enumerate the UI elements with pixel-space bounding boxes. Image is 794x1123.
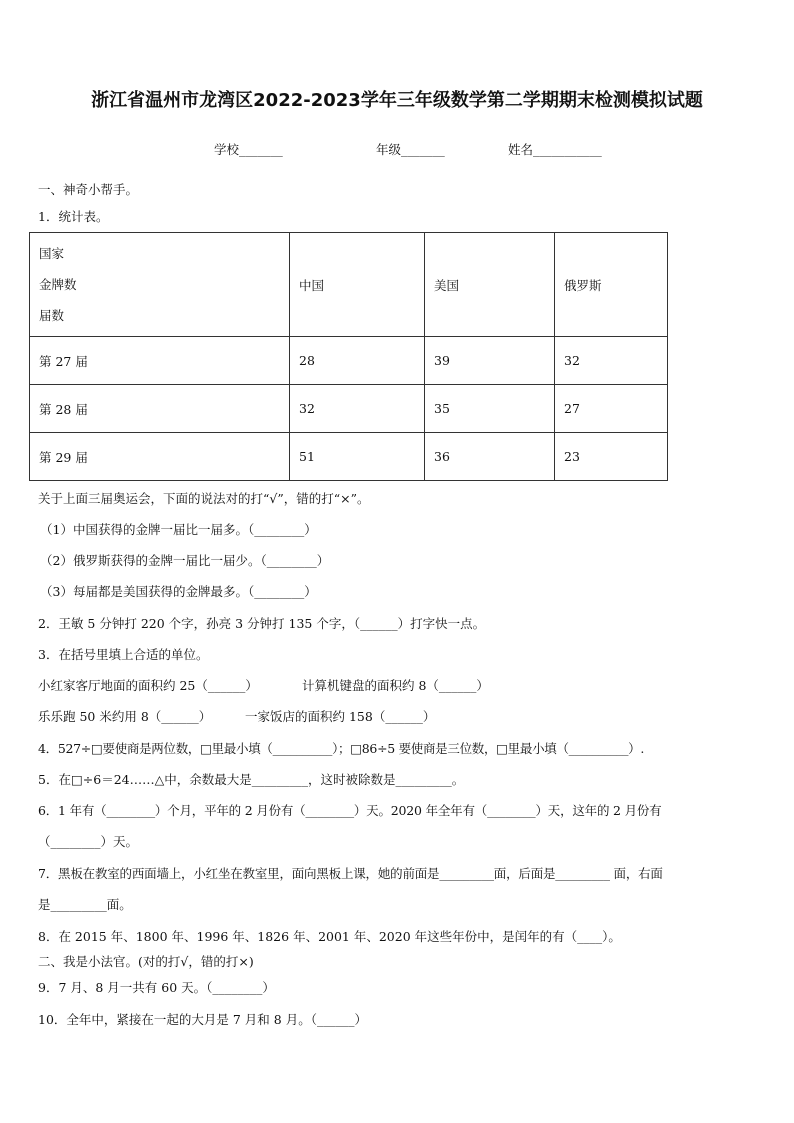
corner-label-medals: 金牌数 xyxy=(39,277,77,292)
section-1-heading: 一、神奇小帮手。 xyxy=(38,182,139,197)
school-field: 学校_______ xyxy=(214,142,283,157)
table-cell: 32 xyxy=(290,385,425,433)
question-3-part-b1: 乐乐跑 50 米约用 8（______） xyxy=(38,709,212,724)
question-3-part-b2: 一家饭店的面积约 158（______） xyxy=(245,709,436,724)
question-3-part-a2: 计算机键盘的面积约 8（______） xyxy=(302,678,489,693)
medal-stats-table xyxy=(29,232,668,481)
question-5: 5．在□÷6＝24……△中，余数最大是_________，这时被除数是_________。 xyxy=(38,772,465,787)
corner-label-country: 国家 xyxy=(39,246,65,261)
question-8: 8．在 2015 年、1800 年、1996 年、1826 年、2001 年、2020 年这些年份中，是闰年的有（____）。 xyxy=(38,929,621,944)
row-label: 第 29 届 xyxy=(30,433,290,481)
table-cell: 36 xyxy=(425,433,555,481)
table-cell: 39 xyxy=(425,337,555,385)
question-2: 2．王敏 5 分钟打 220 个字，孙亮 3 分钟打 135 个字，（______）打字快一点。 xyxy=(38,616,486,631)
table-cell: 28 xyxy=(290,337,425,385)
column-header-usa: 美国 xyxy=(425,233,555,337)
page-title: 浙江省温州市龙湾区2022-2023学年三年级数学第二学期期末检测模拟试题 xyxy=(91,90,703,111)
question-3: 3．在括号里填上合适的单位。 xyxy=(38,647,209,662)
table-cell: 35 xyxy=(425,385,555,433)
question-7-line-2: 是_________面。 xyxy=(38,897,132,912)
column-header-china: 中国 xyxy=(290,233,425,337)
table-cell: 32 xyxy=(555,337,668,385)
question-1-item-2: （2）俄罗斯获得的金牌一届比一届少。（________） xyxy=(40,553,330,568)
question-7-line-1: 7．黑板在教室的西面墙上，小红坐在教室里，面向黑板上课，她的前面是_________面，后面是_________ 面，右面 xyxy=(38,866,663,881)
question-9: 9．7 月、8 月一共有 60 天。（________） xyxy=(38,980,275,995)
question-1-item-3: （3）每届都是美国获得的金牌最多。（________） xyxy=(40,584,317,599)
grade-field: 年级_______ xyxy=(376,142,445,157)
question-3-part-a1: 小红家客厅地面的面积约 25（______） xyxy=(38,678,258,693)
question-1-item-1: （1）中国获得的金牌一届比一届多。（________） xyxy=(40,522,317,537)
question-1-prompt: 关于上面三届奥运会，下面的说法对的打“√”，错的打“×”。 xyxy=(38,491,370,506)
row-label: 第 27 届 xyxy=(30,337,290,385)
question-4: 4．527÷□要使商是两位数，□里最小填（__________）；□86÷5 要使商是三位数，□里最小填（__________）. xyxy=(38,741,645,756)
table-corner-cell xyxy=(30,233,290,337)
name-field: 姓名___________ xyxy=(508,142,602,157)
table-cell: 23 xyxy=(555,433,668,481)
table-cell: 51 xyxy=(290,433,425,481)
table-cell: 27 xyxy=(555,385,668,433)
row-label: 第 28 届 xyxy=(30,385,290,433)
question-10: 10．全年中，紧接在一起的大月是 7 月和 8 月。（______） xyxy=(38,1012,367,1027)
column-header-russia: 俄罗斯 xyxy=(555,233,668,337)
question-1-label: 1．统计表。 xyxy=(38,209,109,224)
table-header-row xyxy=(30,233,668,337)
question-6-line-2: （________）天。 xyxy=(38,834,139,849)
table-row xyxy=(30,385,668,433)
table-row xyxy=(30,337,668,385)
table-row xyxy=(30,433,668,481)
corner-label-session: 届数 xyxy=(39,308,65,323)
section-2-heading: 二、我是小法官。(对的打√，错的打×) xyxy=(38,954,254,969)
question-6-line-1: 6．1 年有（________）个月，平年的 2 月份有（________）天。2020 年全年有（________）天，这年的 2 月份有 xyxy=(38,803,662,818)
